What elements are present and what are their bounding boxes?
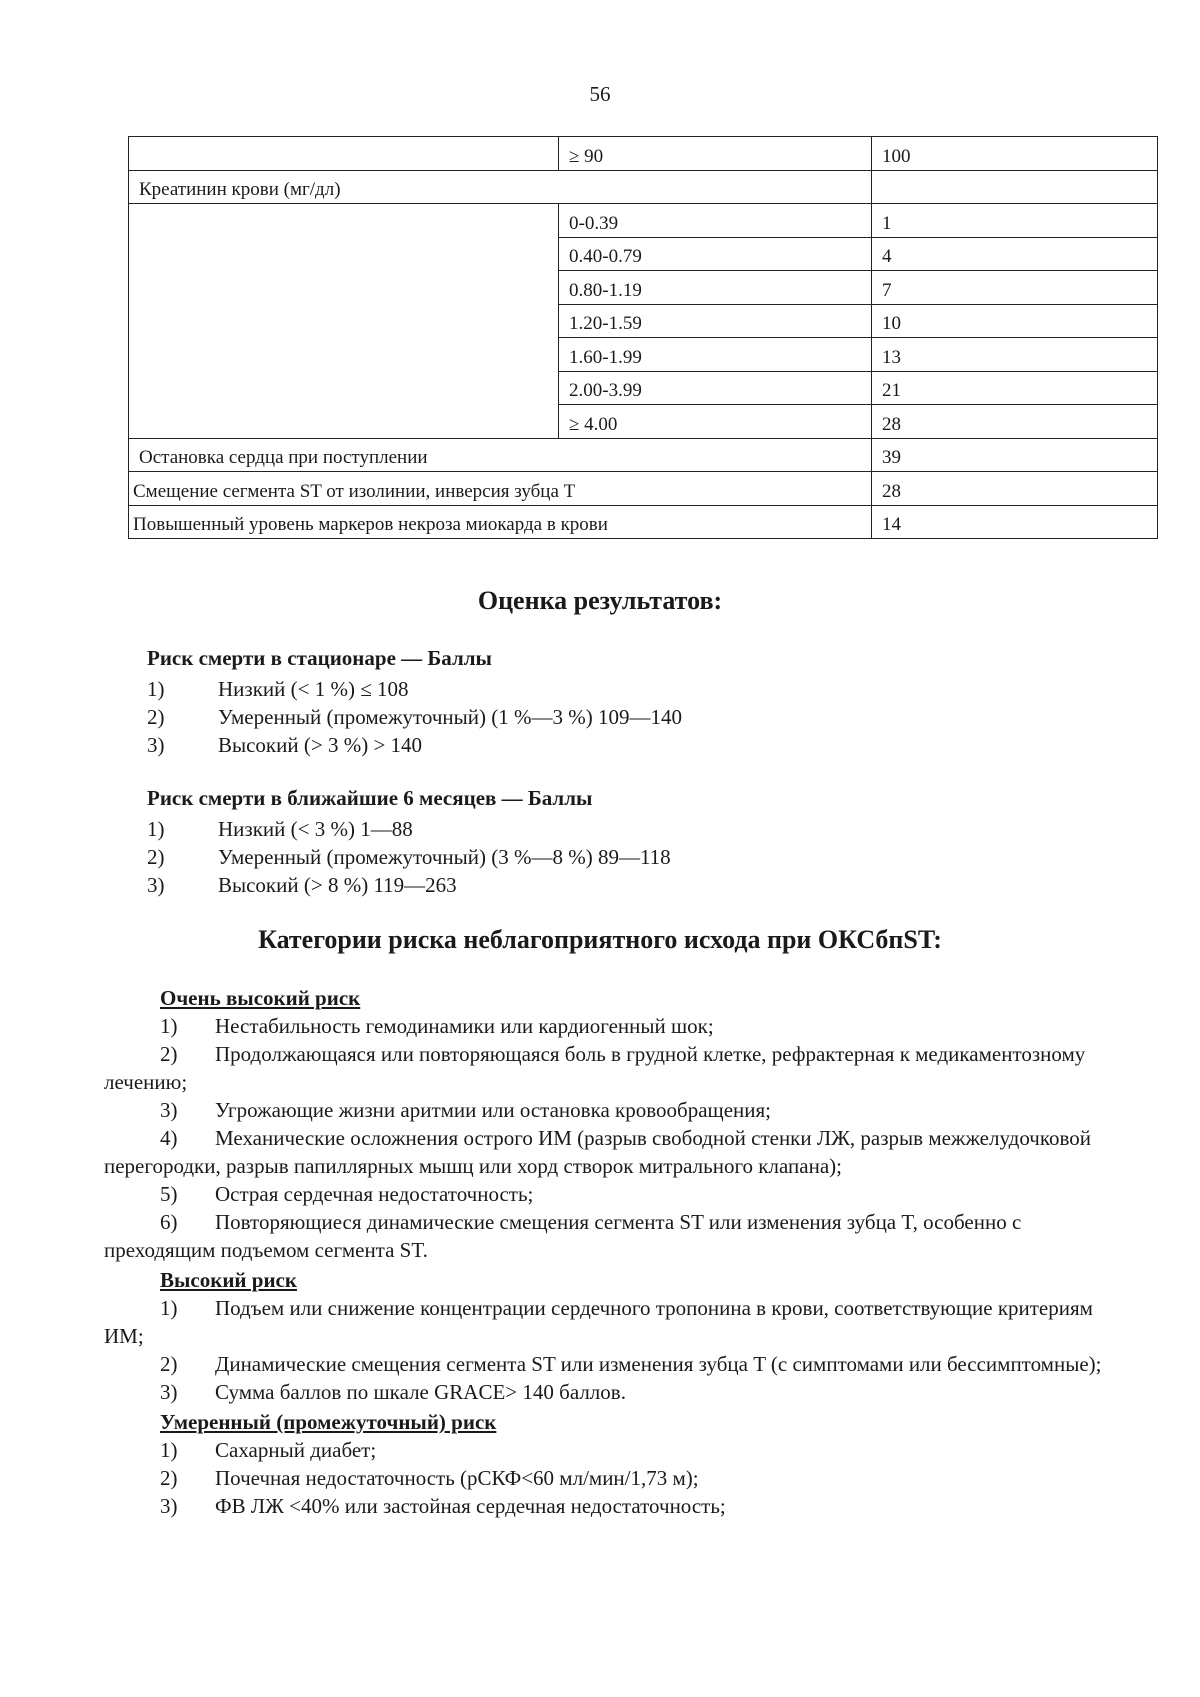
table-row bbox=[129, 170, 1158, 204]
item-number: 3) bbox=[160, 1380, 178, 1404]
table-cell: Смещение сегмента ST от изолинии, инверсия зубца T bbox=[129, 472, 872, 506]
table-row bbox=[129, 438, 1158, 472]
list-item bbox=[104, 1464, 1119, 1492]
item-number: 3) bbox=[160, 1098, 178, 1122]
table-cell: ≥ 90 bbox=[559, 137, 872, 171]
table-cell: 100 bbox=[872, 137, 1158, 171]
table-cell: Повышенный уровень маркеров некроза миокарда в крови bbox=[129, 505, 872, 539]
list-item bbox=[104, 1096, 1119, 1124]
list-item bbox=[104, 1040, 1119, 1096]
list-item bbox=[104, 1012, 1119, 1040]
item-text: Сумма баллов по шкале GRACE> 140 баллов. bbox=[215, 1380, 626, 1404]
item-text: Повторяющиеся динамические смещения сегмента ST или изменения зубца T, особенно с преходящим подъемом сегмента ST. bbox=[104, 1210, 1022, 1262]
list-item bbox=[147, 871, 671, 899]
item-number: 1) bbox=[147, 677, 165, 701]
table-cell: Остановка сердца при поступлении bbox=[129, 438, 872, 472]
item-text: Низкий (< 3 %) 1—88 bbox=[218, 817, 413, 841]
grace-score-table bbox=[128, 136, 1158, 539]
item-text: Продолжающаяся или повторяющаяся боль в грудной клетке, рефрактерная к медикаментозному лечению; bbox=[104, 1042, 1086, 1094]
page-number: 56 bbox=[589, 82, 611, 106]
item-text: Умеренный (промежуточный) (1 %—3 %) 109—140 bbox=[218, 705, 682, 729]
item-number: 1) bbox=[160, 1014, 178, 1038]
item-number: 1) bbox=[160, 1296, 178, 1320]
six-month-risk-group bbox=[147, 786, 671, 899]
item-text: Угрожающие жизни аритмии или остановка кровообращения; bbox=[215, 1098, 771, 1122]
list-item bbox=[104, 1180, 1119, 1208]
item-number: 2) bbox=[147, 705, 165, 729]
table-cell: 1.20-1.59 bbox=[559, 304, 872, 338]
item-number: 1) bbox=[147, 817, 165, 841]
item-number: 2) bbox=[160, 1352, 178, 1376]
risk-categories bbox=[104, 982, 1119, 1520]
table-cell: 0.80-1.19 bbox=[559, 271, 872, 305]
very-high-risk-heading: Очень высокий риск bbox=[160, 986, 361, 1010]
table-cell: 1.60-1.99 bbox=[559, 338, 872, 372]
item-number: 6) bbox=[160, 1210, 178, 1234]
list-item bbox=[104, 1208, 1119, 1264]
item-number: 2) bbox=[160, 1042, 178, 1066]
list-item bbox=[104, 1294, 1119, 1350]
list-item bbox=[147, 731, 682, 759]
item-number: 4) bbox=[160, 1126, 178, 1150]
item-text: Сахарный диабет; bbox=[215, 1438, 377, 1462]
table-cell: 39 bbox=[872, 438, 1158, 472]
item-number: 2) bbox=[147, 845, 165, 869]
list-item bbox=[104, 1492, 1119, 1520]
table-cell: 10 bbox=[872, 304, 1158, 338]
item-text: Нестабильность гемодинамики или кардиогенный шок; bbox=[215, 1014, 714, 1038]
item-text: Подъем или снижение концентрации сердечного тропонина в крови, соответствующие критериям ИМ; bbox=[104, 1296, 1093, 1348]
table-cell: 14 bbox=[872, 505, 1158, 539]
table-cell: 2.00-3.99 bbox=[559, 371, 872, 405]
table-cell: ≥ 4.00 bbox=[559, 405, 872, 439]
table-cell: 7 bbox=[872, 271, 1158, 305]
high-risk-heading: Высокий риск bbox=[160, 1268, 297, 1292]
list-item bbox=[104, 1124, 1119, 1180]
table-cell: 1 bbox=[872, 204, 1158, 238]
table-row bbox=[129, 505, 1158, 539]
table-cell: 0.40-0.79 bbox=[559, 237, 872, 271]
table-cell: 0-0.39 bbox=[559, 204, 872, 238]
item-number: 3) bbox=[147, 873, 165, 897]
group-title: Риск смерти в ближайшие 6 месяцев — Баллы bbox=[147, 786, 593, 810]
list-item bbox=[104, 1436, 1119, 1464]
table-row bbox=[129, 204, 1158, 238]
item-number: 1) bbox=[160, 1438, 178, 1462]
item-number: 5) bbox=[160, 1182, 178, 1206]
table-cell bbox=[872, 170, 1158, 204]
table-cell: 28 bbox=[872, 405, 1158, 439]
item-text: Низкий (< 1 %) ≤ 108 bbox=[218, 677, 409, 701]
moderate-risk-heading: Умеренный (промежуточный) риск bbox=[160, 1410, 497, 1434]
item-text: Высокий (> 8 %) 119—263 bbox=[218, 873, 457, 897]
table-row bbox=[129, 472, 1158, 506]
categories-title: Категории риска неблагоприятного исхода при ОКСбпST: bbox=[258, 925, 942, 954]
item-number: 3) bbox=[147, 733, 165, 757]
list-item bbox=[147, 843, 671, 871]
table-cell: Креатинин крови (мг/дл) bbox=[129, 170, 872, 204]
table-cell bbox=[129, 204, 559, 439]
item-number: 3) bbox=[160, 1494, 178, 1518]
item-text: Почечная недостаточность (рСКФ<60 мл/мин/1,73 м); bbox=[215, 1466, 699, 1490]
item-text: Острая сердечная недостаточность; bbox=[215, 1182, 534, 1206]
item-text: Высокий (> 3 %) > 140 bbox=[218, 733, 423, 757]
item-text: Динамические смещения сегмента ST или изменения зубца T (с симптомами или бессимптомные); bbox=[215, 1352, 1102, 1376]
item-text: Умеренный (промежуточный) (3 %—8 %) 89—118 bbox=[218, 845, 671, 869]
list-item bbox=[147, 703, 682, 731]
list-item bbox=[104, 1378, 1119, 1406]
table-cell: 28 bbox=[872, 472, 1158, 506]
table-cell: 21 bbox=[872, 371, 1158, 405]
table-row bbox=[129, 137, 1158, 171]
table-cell: 4 bbox=[872, 237, 1158, 271]
table-cell bbox=[129, 137, 559, 171]
list-item bbox=[147, 675, 682, 703]
table-cell: 13 bbox=[872, 338, 1158, 372]
hospital-risk-group bbox=[147, 646, 682, 759]
item-text: Механические осложнения острого ИМ (разрыв свободной стенки ЛЖ, разрыв межжелудочковой перегородки, разрыв папиллярных мышц или хорд створок митрального клапана); bbox=[104, 1126, 1092, 1178]
results-title: Оценка результатов: bbox=[477, 586, 723, 615]
group-title: Риск смерти в стационаре — Баллы bbox=[147, 646, 492, 670]
list-item bbox=[104, 1350, 1119, 1378]
item-text: ФВ ЛЖ <40% или застойная сердечная недостаточность; bbox=[215, 1494, 726, 1518]
list-item bbox=[147, 815, 671, 843]
item-number: 2) bbox=[160, 1466, 178, 1490]
